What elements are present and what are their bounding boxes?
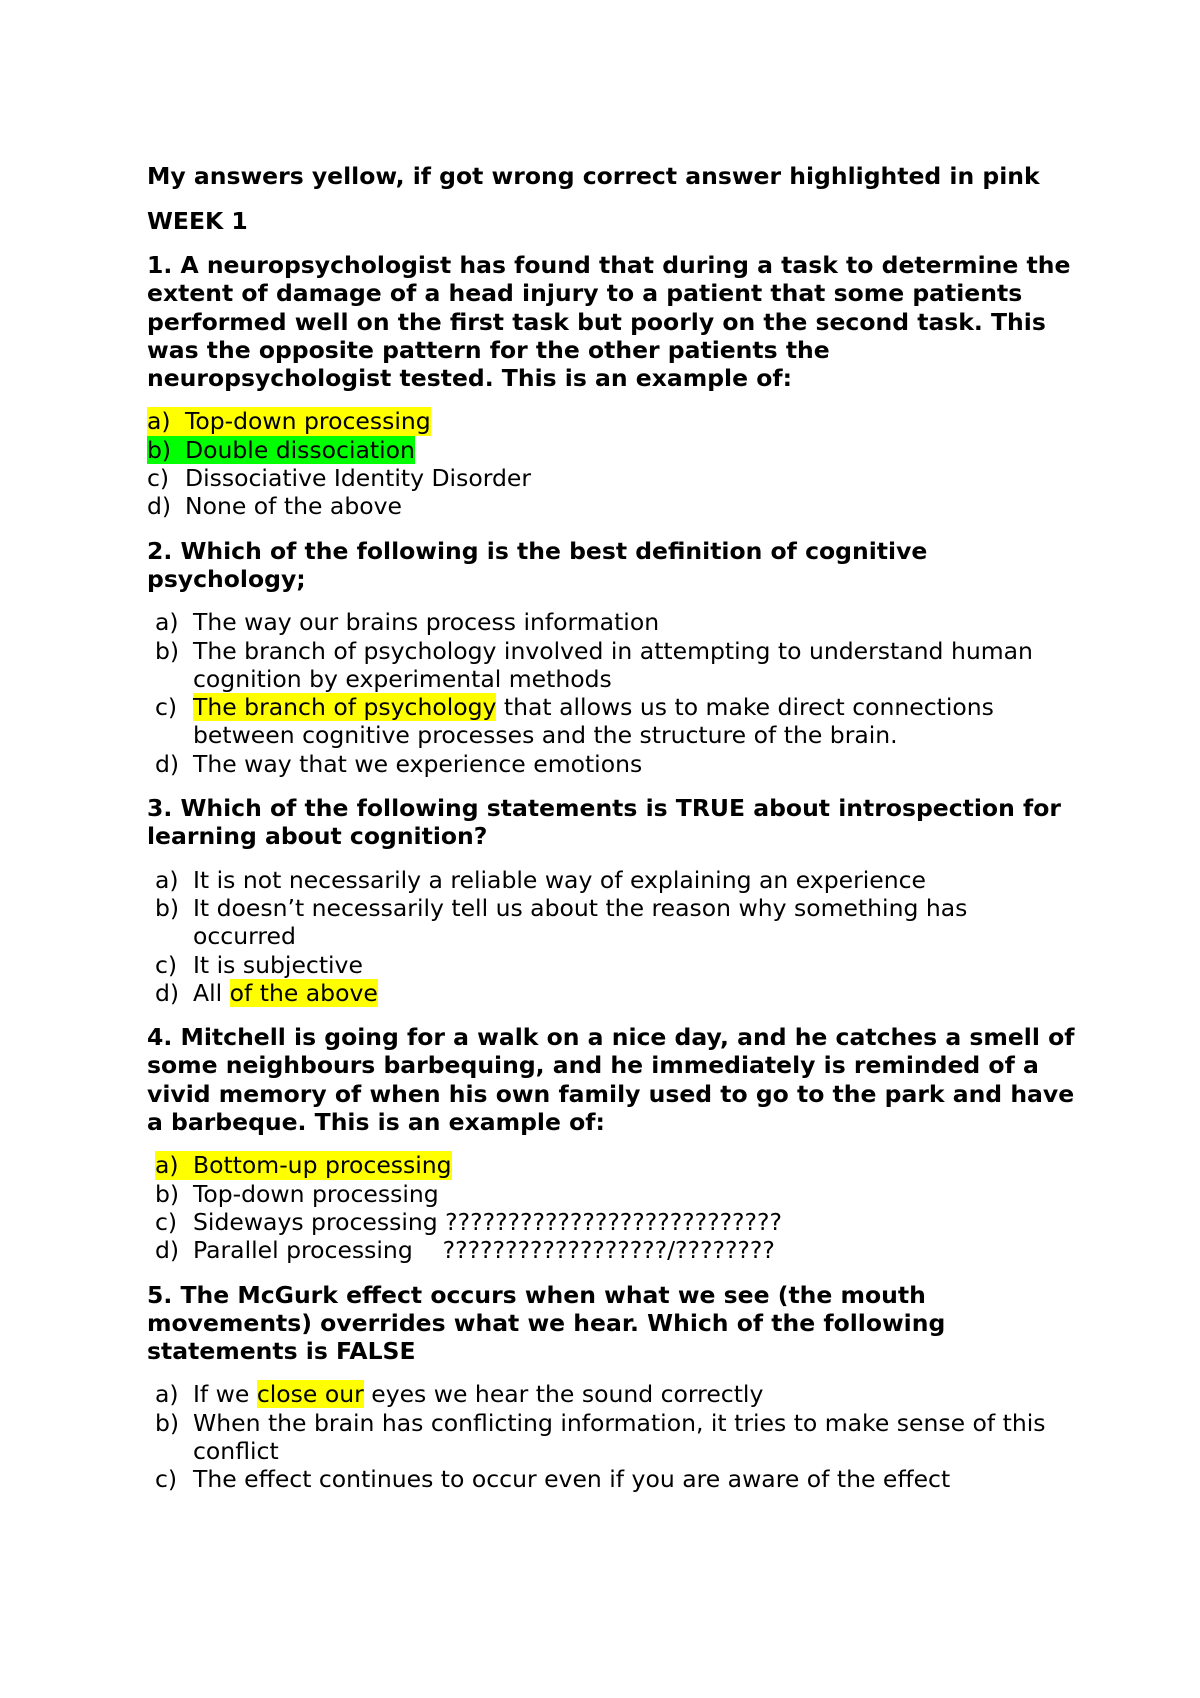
question-text: 1. A neuropsychologist has found that during a task to determine the extent of damage of a head injury to a patient that some patients performed well on the first task but poorly on the second task. This was the opposite pattern for the other patients the neuropsychologist tested. This is an example of:: [147, 251, 1071, 393]
option-letter: c): [147, 464, 170, 493]
intro-line: My answers yellow, if got wrong correct answer highlighted in pink: [147, 162, 1040, 190]
option-d: [147, 1236, 1077, 1264]
option-text: Sideways processing ???????????????????????????: [193, 1207, 782, 1236]
option-d: [147, 750, 1077, 778]
option-letter: d): [155, 978, 180, 1007]
option-c: [147, 693, 1077, 750]
option-text: Top-down processing: [185, 407, 431, 436]
option-text: [193, 693, 1077, 750]
option-list: [147, 1151, 1077, 1264]
correct-answer-highlight: [147, 436, 415, 464]
my-answer-highlight: of the above: [229, 978, 378, 1007]
question-2: [147, 537, 1077, 778]
my-answer-highlight: close our: [256, 1380, 364, 1409]
option-letter: a): [155, 1151, 179, 1180]
option-list: [147, 1380, 1077, 1493]
option-b: [147, 637, 1077, 694]
option-d: [147, 979, 1077, 1007]
question-text: 3. Which of the following statements is TRUE about introspection for learning about cognition?: [147, 794, 1061, 851]
option-letter: d): [155, 1236, 180, 1265]
option-letter: c): [155, 693, 178, 722]
option-text: [193, 1380, 763, 1408]
option-letter: a): [155, 608, 179, 637]
option-b: [147, 1409, 1077, 1466]
option-text: The way that we experience emotions: [193, 749, 643, 778]
option-text: The way our brains process information: [193, 608, 660, 637]
option-letter: a): [147, 407, 171, 436]
option-b: [147, 1180, 1077, 1208]
option-letter: b): [155, 1179, 180, 1208]
week-heading: WEEK 1: [147, 206, 248, 235]
option-letter: b): [155, 893, 180, 922]
option-list: [147, 866, 1077, 1007]
option-text: Bottom-up processing: [193, 1151, 452, 1180]
question-1: [147, 251, 1077, 521]
option-a: [147, 1380, 1077, 1408]
option-c: [147, 1465, 1077, 1493]
option-c: [147, 951, 1077, 979]
option-c: [147, 464, 1077, 492]
option-text: The branch of psychology involved in attempting to understand human cognition by experimental methods: [193, 636, 1033, 693]
option-text: None of the above: [185, 492, 402, 521]
question-5: [147, 1281, 1077, 1494]
option-c: [147, 1208, 1077, 1236]
option-letter: b): [155, 1408, 180, 1437]
question-text: 4. Mitchell is going for a walk on a nice day, and he catches a smell of some neighbours barbequing, and he immediately is reminded of a vivid memory of when his own family used to go to the park and have a barbeque. This is an example of:: [147, 1023, 1075, 1137]
option-letter: b): [147, 435, 172, 464]
option-d: [147, 492, 1077, 520]
option-b: [147, 436, 1077, 464]
option-letter: a): [155, 1380, 179, 1409]
option-letter: b): [155, 636, 180, 665]
option-text: Top-down processing: [193, 1179, 439, 1208]
option-b: [147, 894, 1077, 951]
option-text: Parallel processing ??????????????????/????????: [193, 1236, 775, 1265]
option-text: When the brain has conflicting information, it tries to make sense of this conflict: [193, 1408, 1046, 1465]
my-answer-highlight: [147, 407, 431, 435]
option-letter: a): [155, 865, 179, 894]
my-answer-highlight: The branch of psychology: [193, 693, 497, 722]
option-a: [147, 407, 1077, 435]
option-text-rest: eyes we hear the sound correctly: [363, 1380, 764, 1409]
question-3: [147, 794, 1077, 1007]
option-text: It doesn’t necessarily tell us about the reason why something has occurred: [193, 893, 968, 951]
option-a: [147, 866, 1077, 894]
option-text: It is not necessarily a reliable way of explaining an experience: [193, 865, 926, 894]
option-a: [147, 1151, 1077, 1179]
option-letter: d): [155, 749, 180, 778]
option-a: [147, 608, 1077, 636]
option-text: [193, 979, 378, 1007]
option-list: [147, 608, 1077, 778]
option-letter: c): [155, 1465, 178, 1494]
option-text: Dissociative Identity Disorder: [185, 464, 531, 493]
question-4: [147, 1023, 1077, 1264]
option-text: The effect continues to occur even if you are aware of the effect: [193, 1465, 951, 1494]
question-text: 2. Which of the following is the best definition of cognitive psychology;: [147, 536, 928, 593]
option-text-pre: All: [193, 978, 230, 1007]
option-letter: c): [155, 1207, 178, 1236]
option-list: [147, 407, 1077, 520]
option-text: Double dissociation: [185, 435, 415, 464]
option-text-rest: that allows us to make direct connections between cognitive processes and the structure of the brain.: [193, 693, 994, 750]
my-answer-highlight: [155, 1151, 452, 1179]
option-letter: d): [147, 492, 172, 521]
option-text-pre: If we: [193, 1380, 257, 1409]
option-text: It is subjective: [193, 950, 363, 979]
question-text: 5. The McGurk effect occurs when what we see (the mouth movements) overrides what we hear. Which of the following statements is FALSE: [147, 1280, 946, 1366]
option-letter: c): [155, 950, 178, 979]
document-page: [147, 162, 1077, 1510]
